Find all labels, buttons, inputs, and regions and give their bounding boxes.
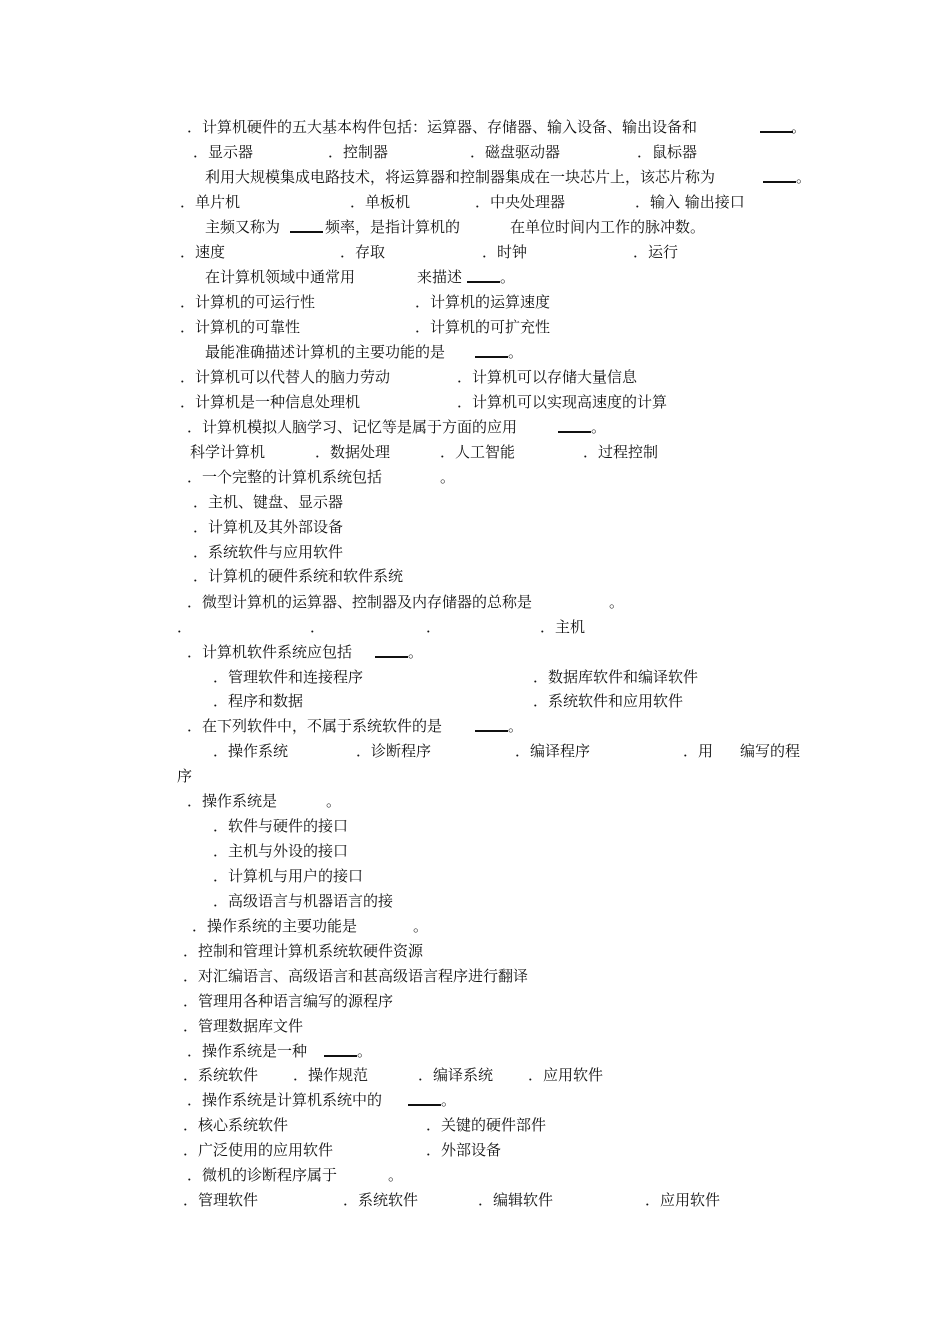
text-segment: ．应用软件 bbox=[645, 1191, 721, 1209]
text-segment: ．输入 输出接口 bbox=[635, 193, 745, 211]
answer-blank bbox=[475, 716, 508, 732]
text-segment: ．计算机的运算速度 bbox=[415, 293, 551, 311]
text-segment: 。 bbox=[609, 593, 625, 611]
text-segment: ．显示器 bbox=[193, 143, 254, 161]
text-segment: ．微型计算机的运算器、控制器及内存储器的总称是 bbox=[187, 593, 533, 611]
text-segment: ．计算机及其外部设备 bbox=[193, 518, 344, 536]
answer-blank bbox=[467, 267, 500, 283]
text-segment: 主频又称为 bbox=[205, 218, 281, 236]
text-segment: 。 bbox=[388, 1166, 404, 1184]
text-segment: 。 bbox=[441, 1091, 457, 1109]
text-segment: 序 bbox=[177, 767, 193, 785]
text-segment: ．高级语言与机器语言的接 bbox=[213, 892, 394, 910]
text-segment: 来描述 bbox=[417, 268, 463, 286]
text-segment: ．过程控制 bbox=[583, 443, 659, 461]
answer-blank bbox=[375, 642, 408, 658]
text-segment: ．计算机可以代替人的脑力劳动 bbox=[180, 368, 391, 386]
text-segment: ．计算机是一种信息处理机 bbox=[180, 393, 361, 411]
text-segment: ．外部设备 bbox=[426, 1141, 502, 1159]
text-segment: ．系统软件与应用软件 bbox=[193, 543, 344, 561]
text-segment: ．计算机模拟人脑学习、记忆等是属于方面的应用 bbox=[187, 418, 518, 436]
text-segment: ．编译系统 bbox=[418, 1066, 494, 1084]
answer-blank-wrap bbox=[475, 716, 508, 736]
text-segment: 利用大规模集成电路技术，将运算器和控制器集成在一块芯片上，该芯片称为 bbox=[205, 168, 716, 186]
text-segment: 在计算机领域中通常用 bbox=[205, 268, 356, 286]
text-segment: ．计算机可以实现高速度的计算 bbox=[457, 393, 668, 411]
text-segment: 在单位时间内工作的脉冲数。 bbox=[510, 218, 706, 236]
text-segment: ．主机、键盘、显示器 bbox=[193, 493, 344, 511]
text-segment: 频率，是指计算机的 bbox=[325, 218, 461, 236]
text-segment: ．操作系统的主要功能是 bbox=[192, 917, 358, 935]
answer-blank bbox=[290, 217, 323, 233]
answer-blank bbox=[558, 417, 591, 433]
text-segment: ．操作系统 bbox=[213, 742, 289, 760]
text-segment: 。 bbox=[326, 792, 342, 810]
text-segment: ．系统软件 bbox=[183, 1066, 259, 1084]
answer-blank bbox=[760, 117, 793, 133]
text-segment: 。 bbox=[508, 343, 524, 361]
text-segment: ．主机与外设的接口 bbox=[213, 842, 349, 860]
text-segment: ．关键的硬件部件 bbox=[426, 1116, 547, 1134]
text-segment: ．计算机的硬件系统和软件系统 bbox=[193, 567, 404, 585]
text-segment: ．中央处理器 bbox=[475, 193, 566, 211]
answer-blank bbox=[475, 342, 508, 358]
text-segment: ．存取 bbox=[340, 243, 386, 261]
text-segment: 。 bbox=[440, 468, 456, 486]
answer-blank-wrap bbox=[375, 642, 408, 662]
text-segment: ．控制器 bbox=[328, 143, 389, 161]
text-segment: 。 bbox=[791, 118, 807, 136]
text-segment: ．一个完整的计算机系统包括 bbox=[187, 468, 383, 486]
text-segment: ．计算机软件系统应包括 bbox=[187, 643, 353, 661]
text-segment: ．人工智能 bbox=[440, 443, 516, 461]
text-segment: ．操作系统是 bbox=[187, 792, 278, 810]
text-segment: 。 bbox=[408, 643, 424, 661]
text-segment: ．时钟 bbox=[482, 243, 528, 261]
text-segment: ．单板机 bbox=[350, 193, 411, 211]
text-segment: 。 bbox=[357, 1042, 373, 1060]
answer-blank-wrap bbox=[290, 217, 323, 237]
text-segment: ．管理软件和连接程序 bbox=[213, 668, 364, 686]
answer-blank-wrap bbox=[558, 417, 591, 437]
text-segment: ．计算机与用户的接口 bbox=[213, 867, 364, 885]
answer-blank bbox=[408, 1090, 441, 1106]
text-segment: ．核心系统软件 bbox=[183, 1116, 289, 1134]
text-segment: ．数据库软件和编译软件 bbox=[533, 668, 699, 686]
text-segment: ．用 bbox=[683, 742, 714, 760]
text-segment: 。 bbox=[591, 418, 607, 436]
text-segment: 科学计算机 bbox=[190, 443, 266, 461]
text-segment: 。 bbox=[796, 168, 812, 186]
text-segment: ．操作系统是计算机系统中的 bbox=[187, 1091, 383, 1109]
text-segment: ．管理软件 bbox=[183, 1191, 259, 1209]
text-segment: ．管理数据库文件 bbox=[183, 1017, 304, 1035]
text-segment: 编写的程 bbox=[740, 742, 801, 760]
answer-blank-wrap bbox=[763, 167, 796, 187]
text-segment: ．程序和数据 bbox=[213, 692, 304, 710]
text-segment: ．在下列软件中，不属于系统软件的是 bbox=[187, 717, 443, 735]
text-segment: ．计算机的可扩充性 bbox=[415, 318, 551, 336]
text-segment: ．单片机 bbox=[180, 193, 241, 211]
text-segment: ．鼠标器 bbox=[637, 143, 698, 161]
text-segment: ．速度 bbox=[180, 243, 226, 261]
text-segment: ．诊断程序 bbox=[356, 742, 432, 760]
text-segment: ．操作系统是一种 bbox=[187, 1042, 308, 1060]
text-segment: ． bbox=[426, 618, 442, 636]
text-segment: ．广泛使用的应用软件 bbox=[183, 1141, 334, 1159]
text-segment: 最能准确描述计算机的主要功能的是 bbox=[205, 343, 446, 361]
text-segment: ．软件与硬件的接口 bbox=[213, 817, 349, 835]
text-segment: ．主机 bbox=[540, 618, 586, 636]
text-segment: ．管理用各种语言编写的源程序 bbox=[183, 992, 394, 1010]
answer-blank-wrap bbox=[324, 1041, 357, 1061]
text-segment: 。 bbox=[413, 917, 429, 935]
answer-blank bbox=[763, 167, 796, 183]
answer-blank-wrap bbox=[408, 1090, 441, 1110]
text-segment: ． bbox=[310, 618, 326, 636]
text-segment: ． bbox=[177, 618, 193, 636]
answer-blank-wrap bbox=[467, 267, 500, 287]
text-segment: ．编辑软件 bbox=[478, 1191, 554, 1209]
text-segment: ．应用软件 bbox=[528, 1066, 604, 1084]
text-segment: ．计算机硬件的五大基本构件包括：运算器、存储器、输入设备、输出设备和 bbox=[187, 118, 698, 136]
text-segment: ．操作规范 bbox=[293, 1066, 369, 1084]
text-segment: ．计算机的可运行性 bbox=[180, 293, 316, 311]
text-segment: ．计算机可以存储大量信息 bbox=[457, 368, 638, 386]
text-segment: ．系统软件和应用软件 bbox=[533, 692, 684, 710]
text-segment: ．控制和管理计算机系统软硬件资源 bbox=[183, 942, 424, 960]
text-segment: ．计算机的可靠性 bbox=[180, 318, 301, 336]
answer-blank-wrap bbox=[760, 117, 793, 137]
text-segment: ．编译程序 bbox=[515, 742, 591, 760]
answer-blank bbox=[324, 1041, 357, 1057]
answer-blank-wrap bbox=[475, 342, 508, 362]
text-segment: ．数据处理 bbox=[315, 443, 391, 461]
text-segment: ．对汇编语言、高级语言和甚高级语言程序进行翻译 bbox=[183, 967, 529, 985]
text-segment: ．磁盘驱动器 bbox=[470, 143, 561, 161]
text-segment: 。 bbox=[500, 268, 516, 286]
text-segment: ．系统软件 bbox=[343, 1191, 419, 1209]
text-segment: 。 bbox=[508, 717, 524, 735]
text-segment: ．运行 bbox=[633, 243, 679, 261]
text-segment: ．微机的诊断程序属于 bbox=[187, 1166, 338, 1184]
